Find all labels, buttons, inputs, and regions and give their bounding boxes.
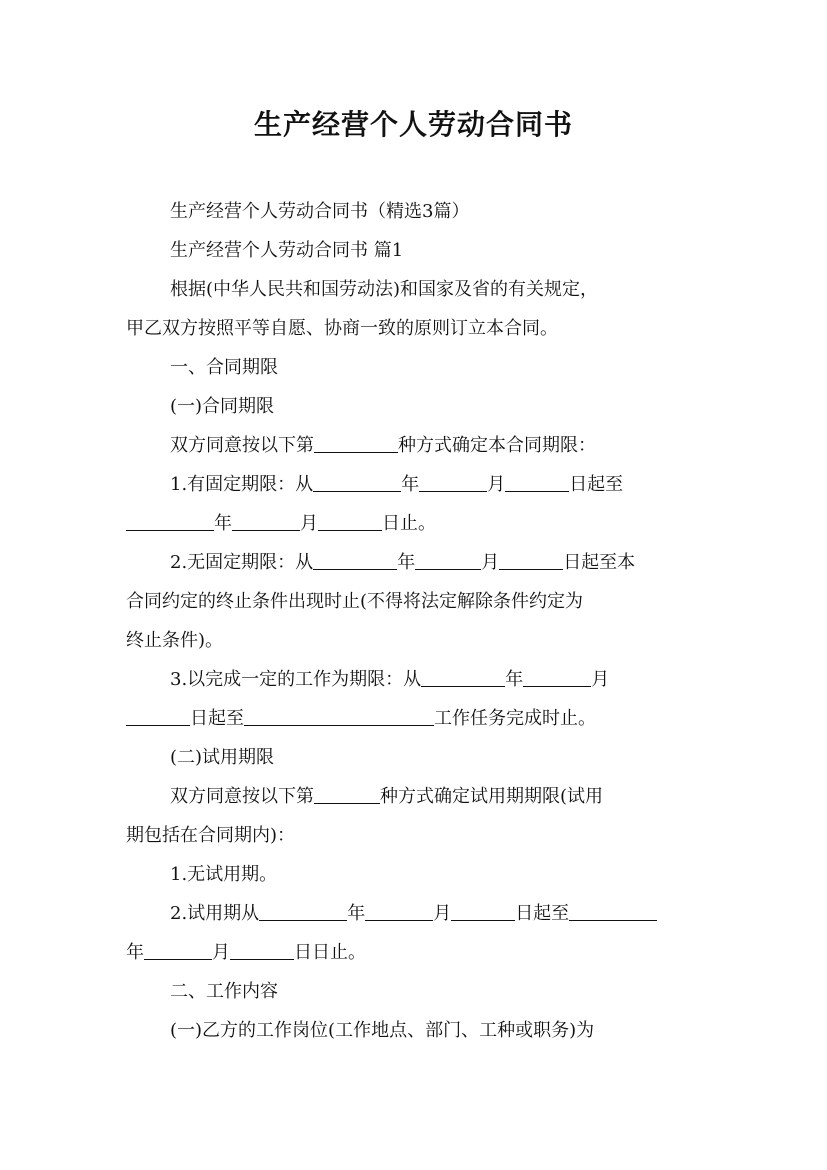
paragraph-text: 月: [487, 474, 506, 495]
paragraph-line: [170, 901, 706, 927]
paragraph-text: 3.以完成一定的工作为期限：从: [170, 669, 422, 690]
subtitle-line: [170, 199, 706, 225]
paragraph-text: 月: [300, 513, 318, 534]
paragraph-text: 工作任务完成时止。: [434, 708, 596, 729]
section-heading-line: [170, 238, 706, 264]
fill-in-blank[interactable]: [144, 941, 212, 960]
paragraph-text: 月: [481, 552, 500, 573]
paragraph-text: 期包括在合同期内)：: [126, 825, 296, 846]
paragraph-text: 日起至: [569, 474, 624, 495]
fill-in-blank[interactable]: [314, 785, 380, 804]
paragraph-text: 种方式确定本合同期限：: [398, 435, 596, 456]
paragraph-text: 年: [401, 474, 420, 495]
subclause-heading-text: (一)合同期限: [170, 396, 275, 417]
paragraph-text: 2.无固定期限：从: [170, 552, 314, 573]
fill-in-blank[interactable]: [244, 707, 434, 726]
paragraph-text: 年: [347, 903, 366, 924]
subclause-heading-line: [170, 394, 706, 420]
paragraph-text: 年: [126, 942, 144, 963]
paragraph-text: 日起至本: [563, 552, 636, 573]
fill-in-blank[interactable]: [232, 512, 300, 531]
paragraph-text: 种方式确定试用期期限(试用: [380, 786, 604, 807]
paragraph-line: [170, 784, 706, 810]
fill-in-blank[interactable]: [523, 668, 591, 687]
paragraph-line: [126, 589, 706, 615]
paragraph-line: [126, 511, 706, 537]
subclause-heading-line: [170, 745, 706, 771]
fill-in-blank[interactable]: [569, 902, 657, 921]
paragraph-text: 年: [214, 513, 232, 534]
fill-in-blank[interactable]: [499, 551, 563, 570]
paragraph-text: 月: [212, 942, 230, 963]
paragraph-text: 合同约定的终止条件出现时止(不得将法定解除条件约定为: [126, 591, 584, 612]
paragraph-text: 1.有固定期限：从: [170, 474, 314, 495]
paragraph-text: 日日止。: [294, 942, 366, 963]
paragraph-text: 甲乙双方按照平等自愿、协商一致的原则订立本合同。: [126, 318, 558, 339]
clause-heading-text: 二、工作内容: [170, 981, 278, 1002]
fill-in-blank[interactable]: [313, 551, 397, 570]
paragraph-line: [170, 277, 706, 303]
clause-heading-text: 一、合同期限: [170, 357, 278, 378]
paragraph-text: 年: [397, 552, 416, 573]
fill-in-blank[interactable]: [451, 902, 515, 921]
clause-heading-line: [170, 979, 706, 1005]
fill-in-blank[interactable]: [259, 902, 347, 921]
subtitle-text: 生产经营个人劳动合同书（精选3篇）: [170, 201, 470, 222]
section-heading-text: 生产经营个人劳动合同书 篇1: [170, 240, 404, 261]
fill-in-blank[interactable]: [313, 473, 401, 492]
paragraph-line: [170, 667, 706, 693]
paragraph-line: [126, 823, 706, 849]
paragraph-text: 年: [505, 669, 524, 690]
paragraph-line: [126, 706, 706, 732]
paragraph-line: [170, 862, 706, 888]
paragraph-line: [170, 1018, 706, 1044]
fill-in-blank[interactable]: [126, 512, 214, 531]
paragraph-text: 2.试用期从: [170, 903, 260, 924]
clause-heading-line: [170, 355, 706, 381]
fill-in-blank[interactable]: [419, 473, 487, 492]
paragraph-text: 双方同意按以下第: [170, 435, 314, 456]
paragraph-text: 月: [591, 669, 610, 690]
document-title: 生产经营个人劳动合同书: [253, 108, 573, 141]
paragraph-line: [170, 550, 706, 576]
fill-in-blank[interactable]: [314, 434, 398, 453]
fill-in-blank[interactable]: [505, 473, 569, 492]
paragraph-line: [126, 316, 706, 342]
paragraph-text: (一)乙方的工作岗位(工作地点、部门、工种或职务)为: [170, 1020, 595, 1041]
fill-in-blank[interactable]: [318, 512, 382, 531]
paragraph-text: 月: [433, 903, 452, 924]
subclause-heading-text: (二)试用期限: [170, 747, 275, 768]
paragraph-text: 根据(中华人民共和国劳动法)和国家及省的有关规定，: [170, 279, 599, 300]
paragraph-text: 日起至: [190, 708, 244, 729]
fill-in-blank[interactable]: [230, 941, 294, 960]
fill-in-blank[interactable]: [415, 551, 481, 570]
paragraph-text: 双方同意按以下第: [170, 786, 314, 807]
paragraph-text: 日止。: [382, 513, 436, 534]
fill-in-blank[interactable]: [365, 902, 433, 921]
paragraph-text: 日起至: [515, 903, 570, 924]
paragraph-text: 1.无试用期。: [170, 864, 278, 885]
fill-in-blank[interactable]: [126, 707, 190, 726]
paragraph-line: [126, 628, 706, 654]
paragraph-line: [126, 940, 706, 966]
paragraph-text: 终止条件)。: [126, 630, 224, 651]
paragraph-line: [170, 433, 706, 459]
fill-in-blank[interactable]: [421, 668, 505, 687]
paragraph-line: [170, 472, 706, 498]
